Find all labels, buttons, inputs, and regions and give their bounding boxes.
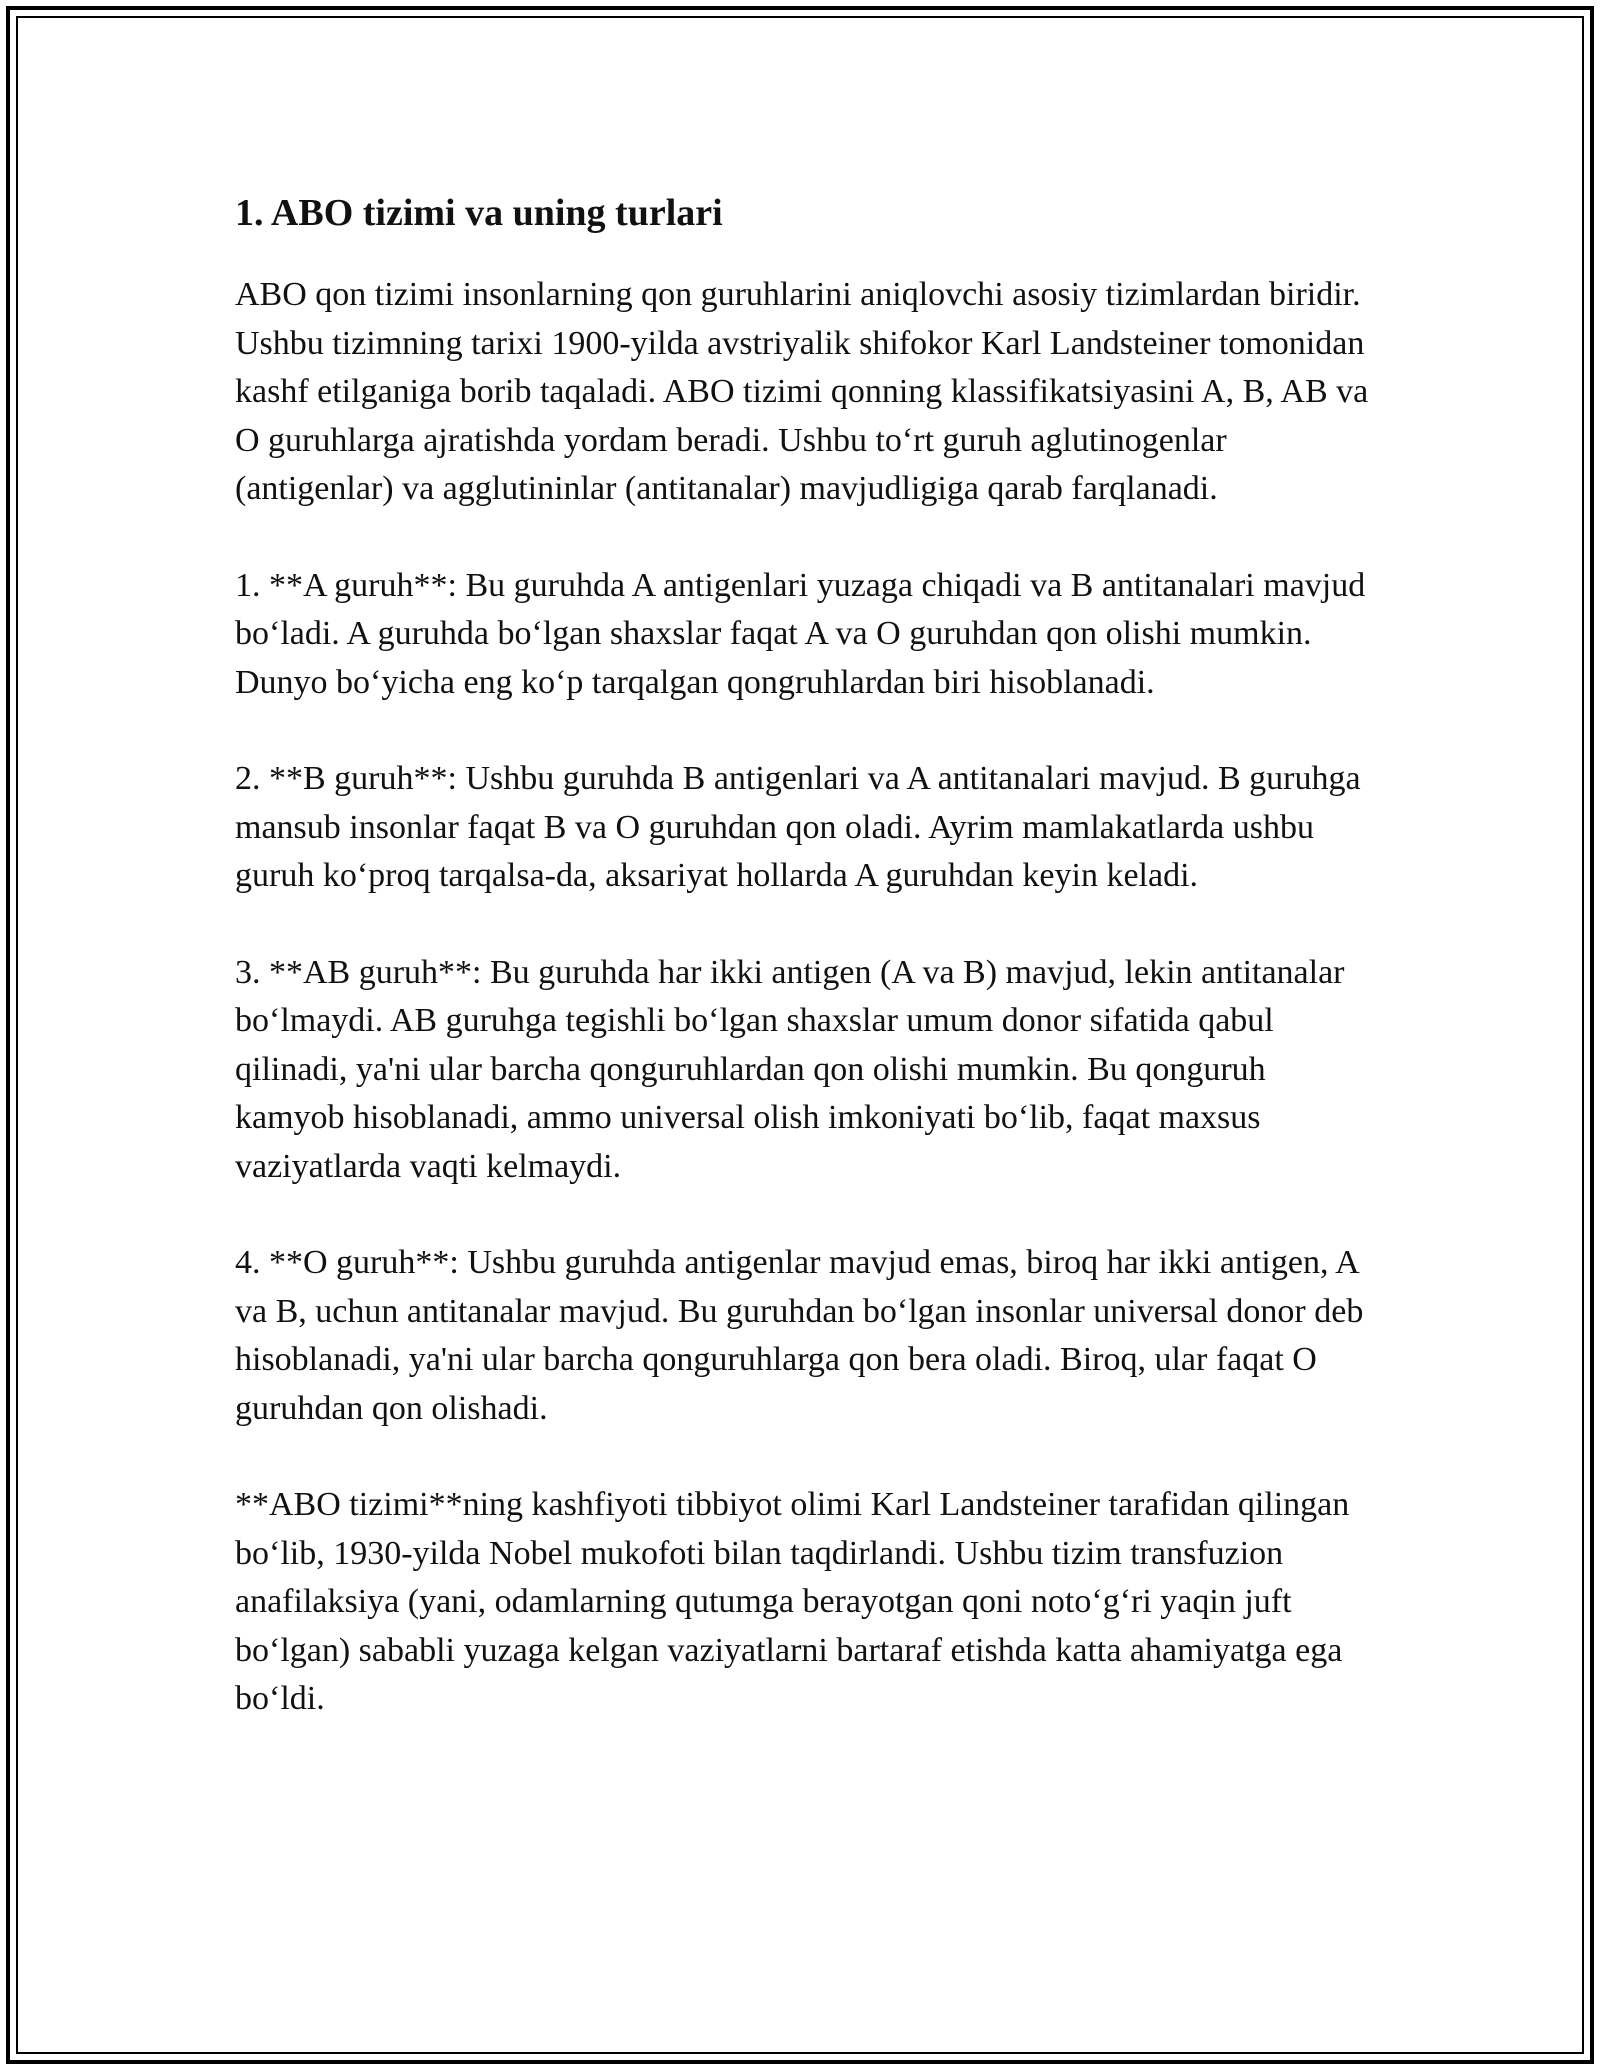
conclusion-paragraph: **ABO tizimi**ning kashfiyoti tibbiyot olimi Karl Landsteiner tarafidan qilingan bo‘lib, 1930-yilda Nobel mukofoti bilan taqdirlandi. Ushbu tizim transfuzion anafilaksiya (yani, odamlarning qutumga berayotgan qoni noto‘g‘ri yaqin juft bo‘lgan) sababli yuzaga kelgan vaziyatlarni bartaraf etishda katta ahamiyatga ega bo‘ldi. [235, 1486, 1350, 1717]
document-body [235, 185, 1375, 1772]
group-o-paragraph: 4. **O guruh**: Ushbu guruhda antigenlar mavjud emas, biroq har ikki antigen, A va B, uchun antitanalar mavjud. Bu guruhdan bo‘lgan insonlar universal donor deb hisoblanadi, ya'ni ular barcha qonguruhlarga qon bera oladi. Biroq, ular faqat O guruhdan qon olishadi. [235, 1244, 1364, 1427]
document-title: 1. ABO tizimi va uning turlari [235, 192, 723, 234]
intro-paragraph: ABO qon tizimi insonlarning qon guruhlarini aniqlovchi asosiy tizimlardan biridir. Ushbu tizimning tarixi 1900-yilda avstriyalik shifokor Karl Landsteiner tomonidan kashf etilganiga borib taqaladi. ABO tizimi qonning klassifikatsiyasini A, B, AB va O guruhlarga ajratishda yordam beradi. Ushbu to‘rt guruh aglutinogenlar (antigenlar) va agglutininlar (antitanalar) mavjudligiga qarab farqlanadi. [235, 276, 1369, 507]
group-ab-paragraph: 3. **AB guruh**: Bu guruhda har ikki antigen (A va B) mavjud, lekin antitanalar bo‘lmaydi. AB guruhga tegishli bo‘lgan shaxslar umum donor sifatida qabul qilinadi, ya'ni ular barcha qonguruhlardan qon olishi mumkin. Bu qonguruh kamyob hisoblanadi, ammo universal olish imkoniyati bo‘lib, faqat maxsus vaziyatlarda vaqti kelmaydi. [235, 953, 1345, 1185]
group-b-paragraph: 2. **B guruh**: Ushbu guruhda B antigenlari va A antitanalari mavjud. B guruhga mansub insonlar faqat B va O guruhdan qon oladi. Ayrim mamlakatlarda ushbu guruh ko‘proq tarqalsa-da, aksariyat hollarda A guruhdan keyin keladi. [235, 760, 1361, 894]
group-a-paragraph: 1. **A guruh**: Bu guruhda A antigenlari yuzaga chiqadi va B antitanalari mavjud bo‘ladi. A guruhda bo‘lgan shaxslar faqat A va O guruhdan qon olishi mumkin. Dunyo bo‘yicha eng ko‘p tarqalgan qongruhlardan biri hisoblanadi. [235, 566, 1366, 701]
